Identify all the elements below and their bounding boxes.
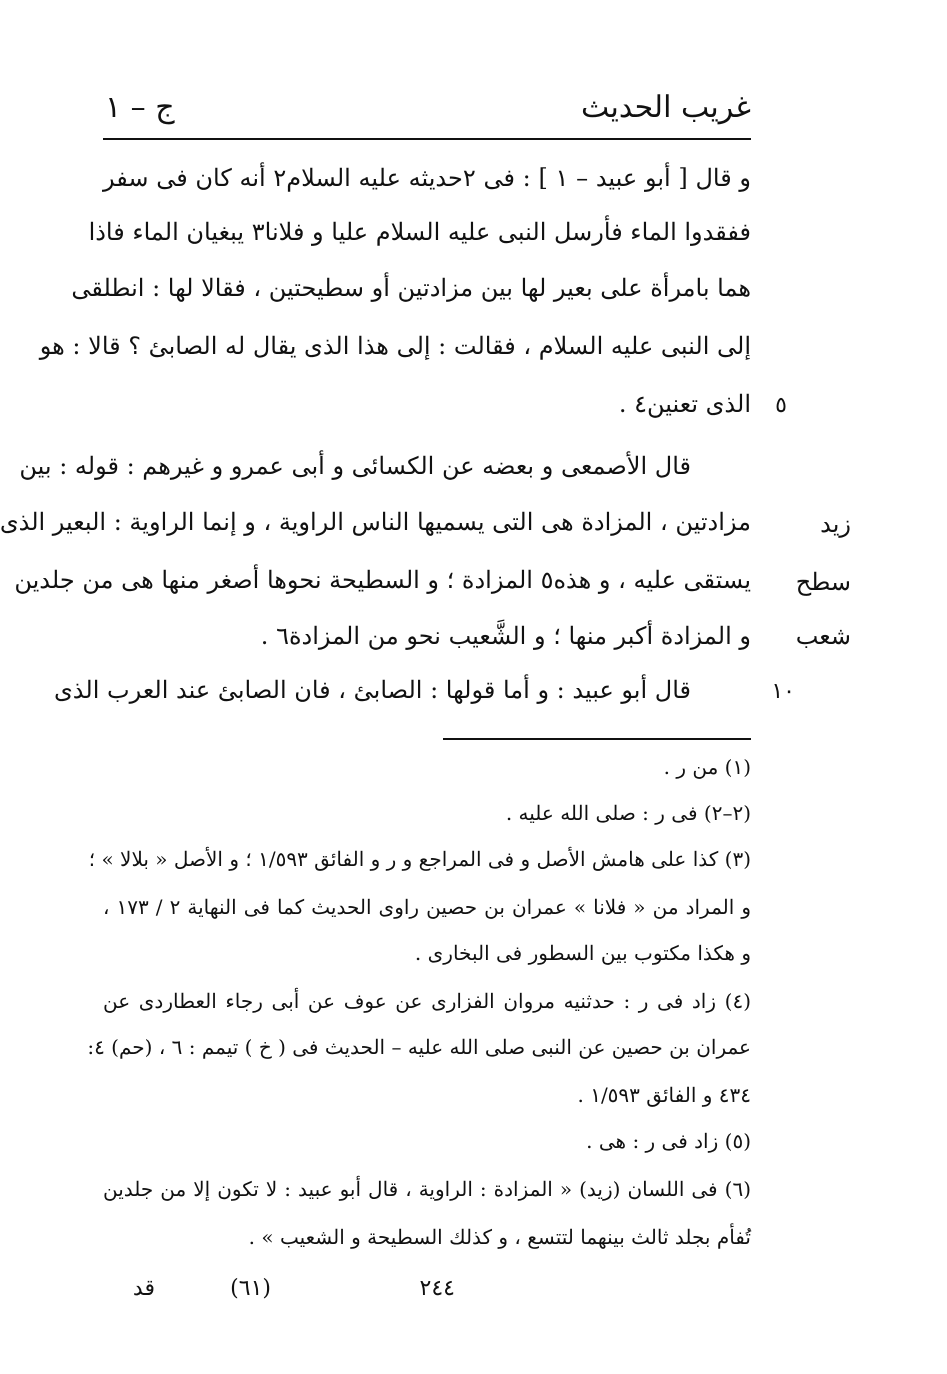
sheet-number: (٦١) — [230, 1276, 271, 1301]
text-line: يستقى عليه ، و هذه٥ المزادة ؛ و السطيحة نحوها أصغر منها هى من جلدين — [14, 566, 751, 594]
text-line: هما بامرأة على بعير لها بين مزادتين أو سطيحتين ، فقالا لها : انطلقى — [71, 274, 751, 302]
footnote-line: (٣) كذا على هامش الأصل و فى المراجع و ر و الفائق ١/٥٩٣ ؛ و الأصل « بلالا » ؛ — [88, 847, 751, 871]
signature-mark: قد — [132, 1276, 155, 1301]
line-number-10: ١٠ — [771, 679, 795, 704]
footnote-line: (٢–٢) فى ر : صلى الله عليه . — [505, 801, 751, 825]
text-line: و المزادة أكبر منها ؛ و الشَّعيب نحو من المزادة٦ . — [260, 622, 751, 650]
volume-label: ج – ١ — [105, 90, 175, 125]
footnote-line: و المراد من « فلانا » عمران بن حصين راوى الحديث كما فى النهاية ٢ / ١٧٣ ، — [103, 895, 752, 919]
text-line: قال الأصمعى و بعضه عن الكسائى و أبى عمرو و غيرهم : قوله : بين — [19, 452, 691, 480]
footnote-rule — [443, 738, 751, 740]
footnote-line: تُفأم بجلد ثالث بينهما لتتسع ، و كذلك السطيحة و الشعيب » . — [248, 1225, 751, 1249]
margin-note-root: شعب — [795, 622, 851, 650]
text-line: و قال [ أبو عبيد – ١ ] : فى ٢حديثه عليه السلام٢ أنه كان فى سفر — [103, 164, 751, 192]
text-line: إلى النبى عليه السلام ، فقالت : إلى هذا الذى يقال له الصابئ ؟ قالا : هو — [39, 332, 751, 360]
text-line: الذى تعنين٤ . — [618, 390, 751, 418]
margin-note-root: زيد — [820, 510, 851, 538]
line-number-5: ٥ — [775, 393, 787, 418]
footnote-line: (٥) زاد فى ر : هى . — [586, 1129, 751, 1153]
footnote-line: و هكذا مكتوب بين السطور فى البخارى . — [414, 941, 751, 965]
running-title: غريب الحديث — [581, 90, 751, 125]
text-line: ففقدوا الماء فأرسل النبى عليه السلام عليا و فلانا٣ يبغيان الماء فاذا — [88, 218, 751, 246]
page-number: ٢٤٤ — [419, 1276, 455, 1301]
footnote-line: ٤٣٤ و الفائق ١/٥٩٣ . — [577, 1083, 751, 1107]
footnote-line: (٤) زاد فى ر : حدثنيه مروان الفزارى عن عوف عن أبى رجاء العطاردى عن — [103, 989, 751, 1013]
margin-note-root: سطح — [795, 568, 851, 596]
text-line: قال أبو عبيد : و أما قولها : الصابئ ، فان الصابئ عند العرب الذى — [54, 676, 691, 704]
footnote-line: عمران بن حصين عن النبى صلى الله عليه – الحديث فى ( خ ) تيمم : ٦ ، (حم) ٤: — [87, 1035, 751, 1059]
footnote-line: (٦) فى اللسان (زيد) « المزادة : الراوية ، قال أبو عبيد : لا تكون إلا من جلدين — [103, 1177, 751, 1201]
footnote-line: (١) من ر . — [663, 755, 751, 779]
text-line: مزادتين ، المزادة هى التى يسميها الناس الراوية ، و إنما الراوية : البعير الذى — [0, 508, 751, 536]
header-rule — [103, 138, 751, 140]
